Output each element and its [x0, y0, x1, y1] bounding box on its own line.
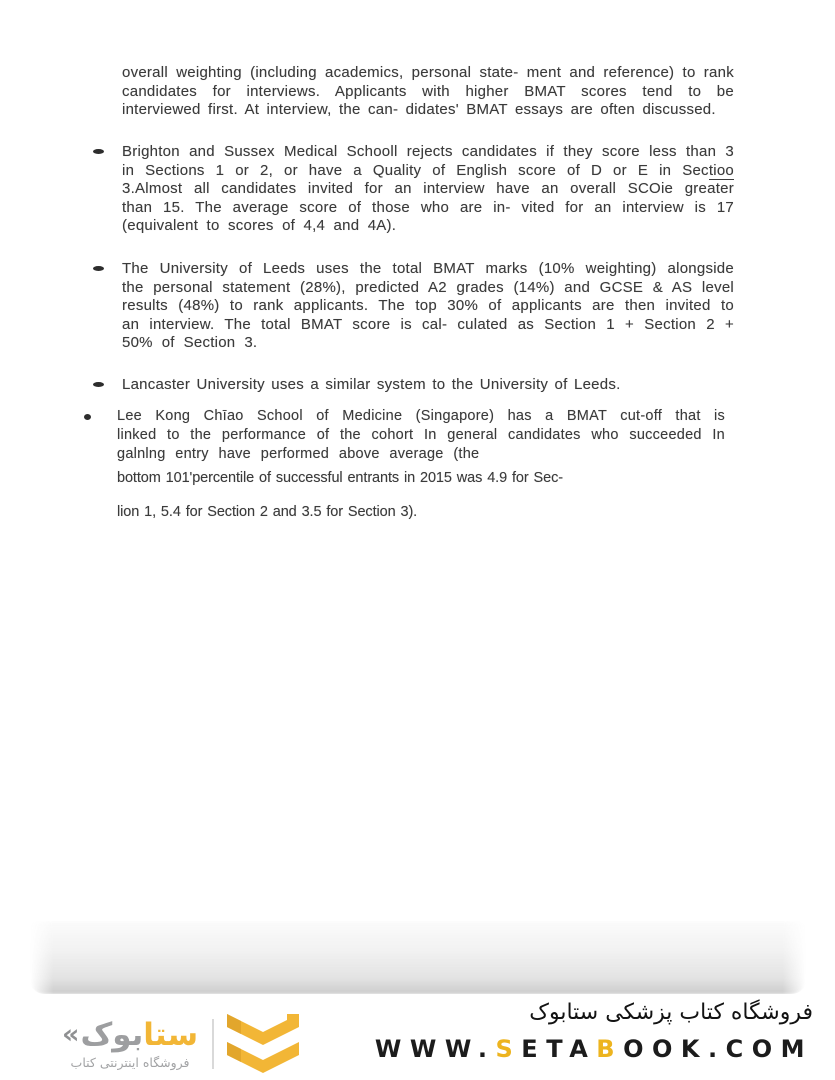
underlined-word: tioo: [708, 161, 734, 179]
logo-text-block: [62, 1018, 198, 1070]
bullet-text-segment: 3.Almost all candidates invited for an interview have an overall SCOie greater than 15. The average score of those who are in- vited for an interview is 17 (equivalent to scores of 4,4 and 4A).: [122, 180, 734, 235]
url-segment: WWW.: [374, 1035, 496, 1063]
wordmark-gray-part: بوک: [80, 1017, 144, 1053]
logo-wordmark: [62, 1018, 198, 1052]
url-accent-b: B: [596, 1035, 624, 1063]
bullet-text-lee-kong: Lee Kong Chīao School of Medicine (Singapore) has a BMAT cut-off that is linked to the performance of the cohort In general candidates who succeeded In galnlng entry have performed above average (the: [117, 408, 725, 462]
bullet-marker: [84, 414, 91, 420]
store-tagline: فروشگاه کتاب پزشکی ستابوک: [529, 1000, 813, 1025]
bullet-marker: [93, 382, 104, 387]
setabook-logo: [62, 1010, 302, 1078]
logo-divider: [212, 1019, 214, 1069]
intro-paragraph: overall weighting (including academics, personal state- ment and reference) to rank candidates for interviews. Applicants with higher BMAT scores tend to be interviewed first. At interview, the can- didates' BMAT essays are often discussed.: [122, 64, 734, 119]
double-chevron-down-icon: [224, 1011, 302, 1077]
guillemet-icon: «: [62, 1019, 78, 1050]
bullet-item-leeds: [93, 260, 734, 353]
url-accent-s: S: [495, 1035, 522, 1063]
bullet-marker: [93, 149, 104, 154]
page-bottom-shadow: [30, 921, 806, 994]
bullet-item-lancaster: [93, 376, 734, 395]
bullet-marker: [93, 266, 104, 271]
bullet-text-segment: Brighton and Sussex Medical Schooll rejects candidates if they score less than 3 in Sections 1 or 2, or have a Quality of English score of D or E in Sec: [122, 143, 734, 179]
footer-banner: [0, 998, 835, 1080]
wordmark-gold-part: ستا: [143, 1017, 199, 1053]
bullet-item-lee-kong: [84, 407, 725, 521]
footer-right-block: [375, 998, 813, 1063]
bullet-text-brighton: [122, 143, 734, 236]
bullet-text-line3: lion 1, 5.4 for Section 2 and 3.5 for Section 3).: [117, 504, 418, 520]
bullet-text-lancaster: Lancaster University uses a similar system to the University of Leeds.: [122, 376, 621, 393]
bullet-text-leeds: The University of Leeds uses the total BMAT marks (10% weighting) alongside the personal statement (28%), predicted A2 grades (14%) and GCSE & AS level results (48%) to rank applicants. The top 30% of applicants are then invited to an interview. The total BMAT score is cal- culated as Section 1 + Section 2 + 50% of Section 3.: [122, 260, 734, 352]
url-segment: OOK.COM: [623, 1035, 813, 1063]
bullet-text-line2: bottom 101'percentile of successful entrants in 2015 was 4.9 for Sec-: [117, 470, 563, 486]
website-url: [375, 1035, 813, 1063]
bullet-item-brighton: [93, 143, 734, 236]
logo-subtitle: فروشگاه اینترنتی کتاب: [70, 1055, 190, 1070]
url-segment: ETA: [521, 1035, 597, 1063]
